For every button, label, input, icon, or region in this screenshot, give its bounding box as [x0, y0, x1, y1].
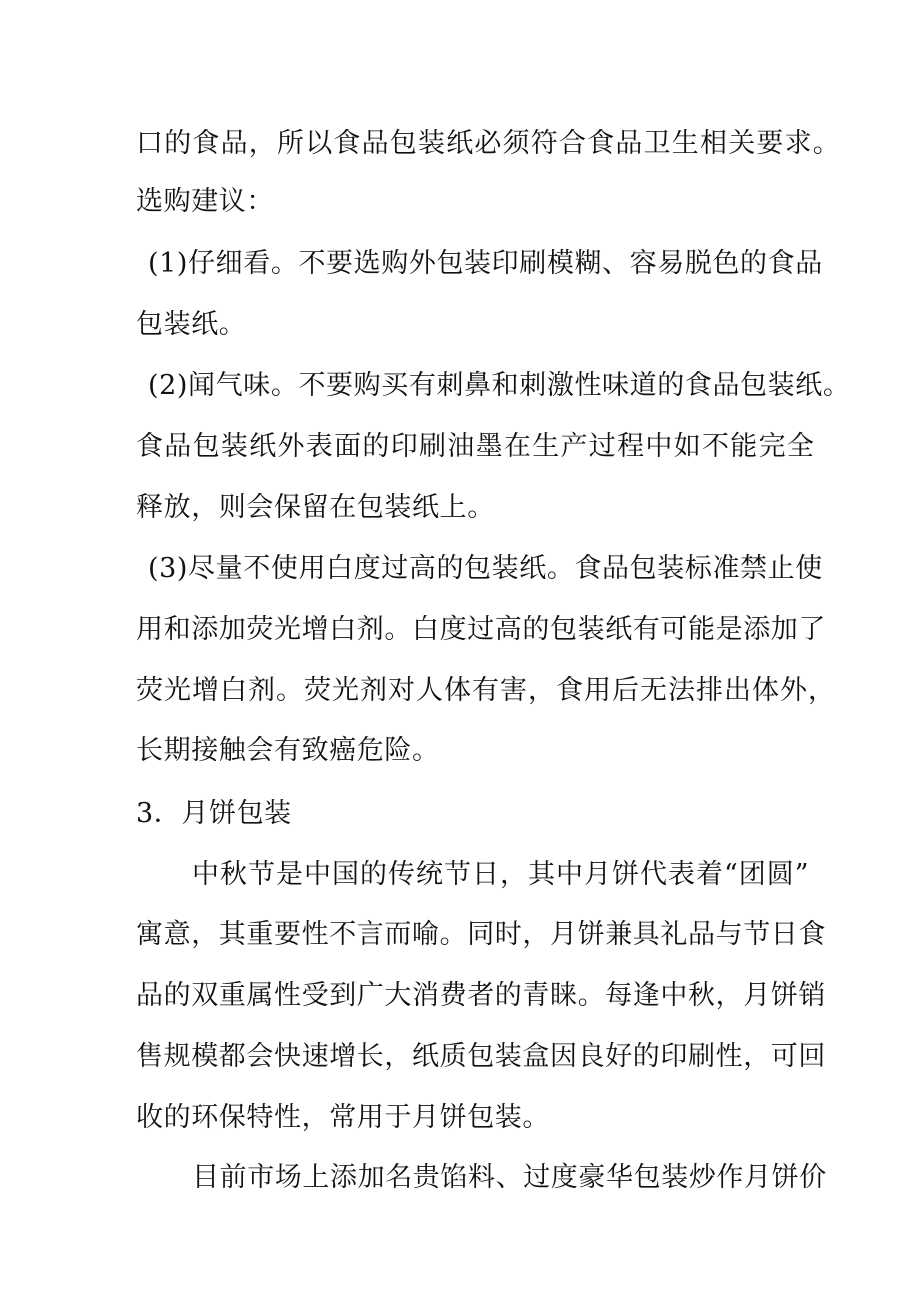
text-line: 用和添加荧光增白剂。白度过高的包装纸有可能是添加了: [136, 614, 826, 645]
paragraph-start: 中秋节是中国的传统节日，其中月饼代表着“团圆”: [192, 859, 810, 890]
section-heading: 3．月饼包装: [136, 798, 292, 829]
list-item-2: (2)闻气味。不要购买有刺鼻和刺激性味道的食品包装纸。: [148, 370, 851, 401]
text-line: 选购建议：: [136, 186, 274, 217]
list-item-3: (3)尽量不使用白度过高的包装纸。食品包装标准禁止使: [148, 553, 823, 584]
list-item-1: (1)仔细看。不要选购外包装印刷模糊、容易脱色的食品: [148, 248, 823, 279]
text-line: 寓意，其重要性不言而喻。同时，月饼兼具礼品与节日食: [136, 919, 826, 950]
text-line: 长期接触会有致癌危险。: [136, 735, 440, 766]
text-line: 包装纸。: [136, 309, 247, 340]
text-line: 口的食品，所以食品包装纸必须符合食品卫生相关要求。: [136, 128, 841, 159]
text-line: 释放，则会保留在包装纸上。: [136, 492, 495, 523]
paragraph-start: 目前市场上添加名贵馅料、过度豪华包装炒作月饼价: [192, 1162, 827, 1193]
text-line: 收的环保特性，常用于月饼包装。: [136, 1102, 550, 1133]
text-line: 荧光增白剂。荧光剂对人体有害，食用后无法排出体外，: [136, 675, 836, 706]
text-line: 品的双重属性受到广大消费者的青睐。每逢中秋，月饼销: [136, 980, 826, 1011]
text-line: 售规模都会快速增长，纸质包装盒因良好的印刷性，可回: [136, 1041, 826, 1072]
text-line: 食品包装纸外表面的印刷油墨在生产过程中如不能完全: [136, 431, 816, 462]
